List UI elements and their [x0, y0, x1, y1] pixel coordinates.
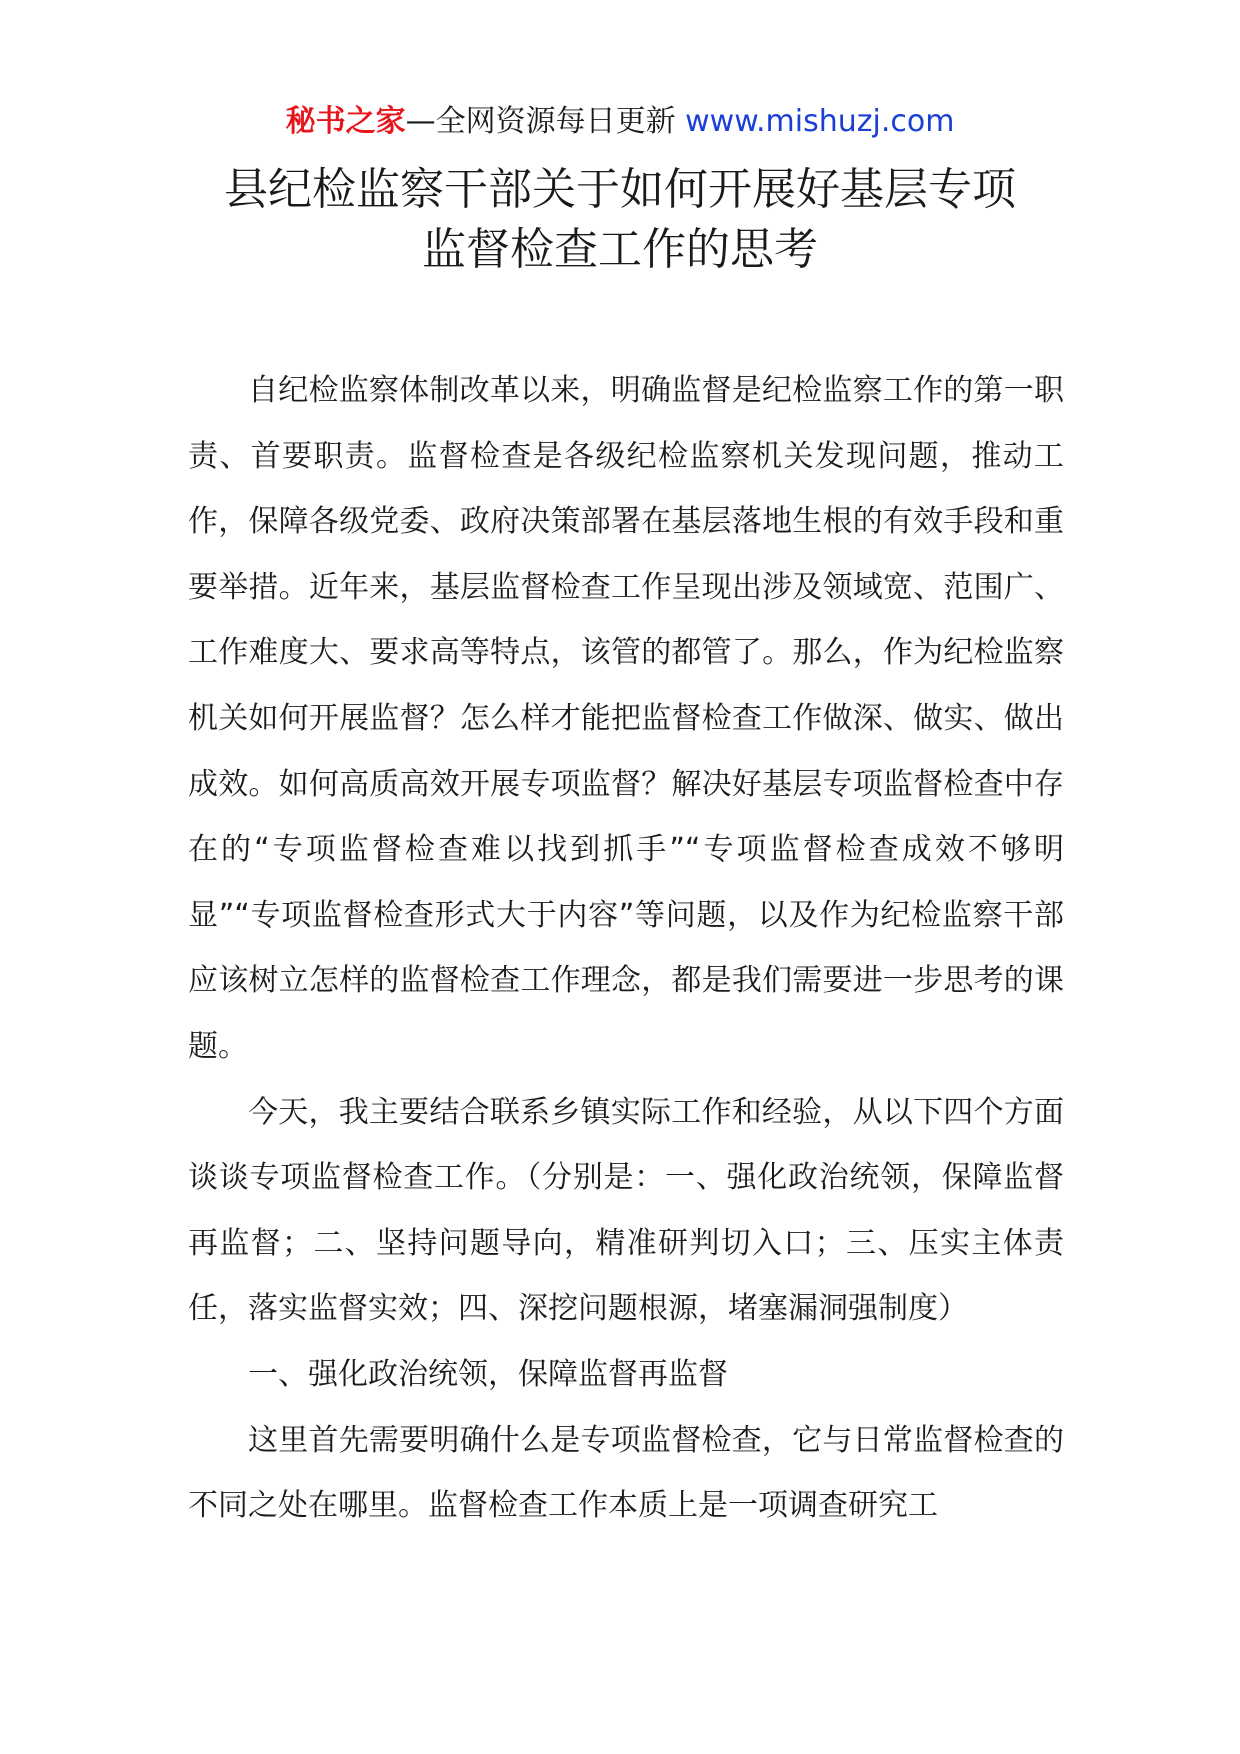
brand-name: 秘书之家: [285, 104, 406, 139]
brand-tagline: —全网资源每日更新: [405, 104, 676, 139]
body-paragraph-1: 自纪检监察体制改革以来，明确监督是纪检监察工作的第一职责、首要职责。监督检查是各级纪检监察机关发现问题，推动工作，保障各级党委、政府决策部署在基层落地生根的有效手段和重要举措。近年来，基层监督检查工作呈现出涉及领域宽、范围广、工作难度大、要求高等特点，该管的都管了。那么，作为纪检监察机关如何开展监督？怎么样才能把监督检查工作做深、做实、做出成效。如何高质高效开展专项监督？解决好基层专项监督检查中存在的“专项监督检查难以找到抓手”“专项监督检查成效不够明显”“专项监督检查形式大于内容”等问题，以及作为纪检监察干部应该树立怎样的监督检查工作理念，都是我们需要进一步思考的课题。: [188, 373, 1064, 1064]
document-body: [188, 358, 1064, 1539]
document-title: [170, 160, 1070, 280]
watermark-header: [0, 102, 1240, 142]
body-paragraph-2: 今天，我主要结合联系乡镇实际工作和经验，从以下四个方面谈谈专项监督检查工作。（分别是：一、强化政治统领，保障监督再监督；二、坚持问题导向，精准研判切入口；三、压实主体责任，落实监督实效；四、深挖问题根源，堵塞漏洞强制度）: [188, 1094, 1064, 1327]
site-url-link[interactable]: www.mishuzj.com: [685, 104, 955, 139]
body-paragraph-3: 这里首先需要明确什么是专项监督检查，它与日常监督检查的不同之处在哪里。监督检查工作本质上是一项调查研究工: [188, 1422, 1064, 1524]
section-heading-1: 一、强化政治统领，保障监督再监督: [248, 1356, 728, 1392]
title-line-2: 监督检查工作的思考: [422, 224, 818, 275]
title-line-1: 县纪检监察干部关于如何开展好基层专项: [224, 164, 1016, 215]
